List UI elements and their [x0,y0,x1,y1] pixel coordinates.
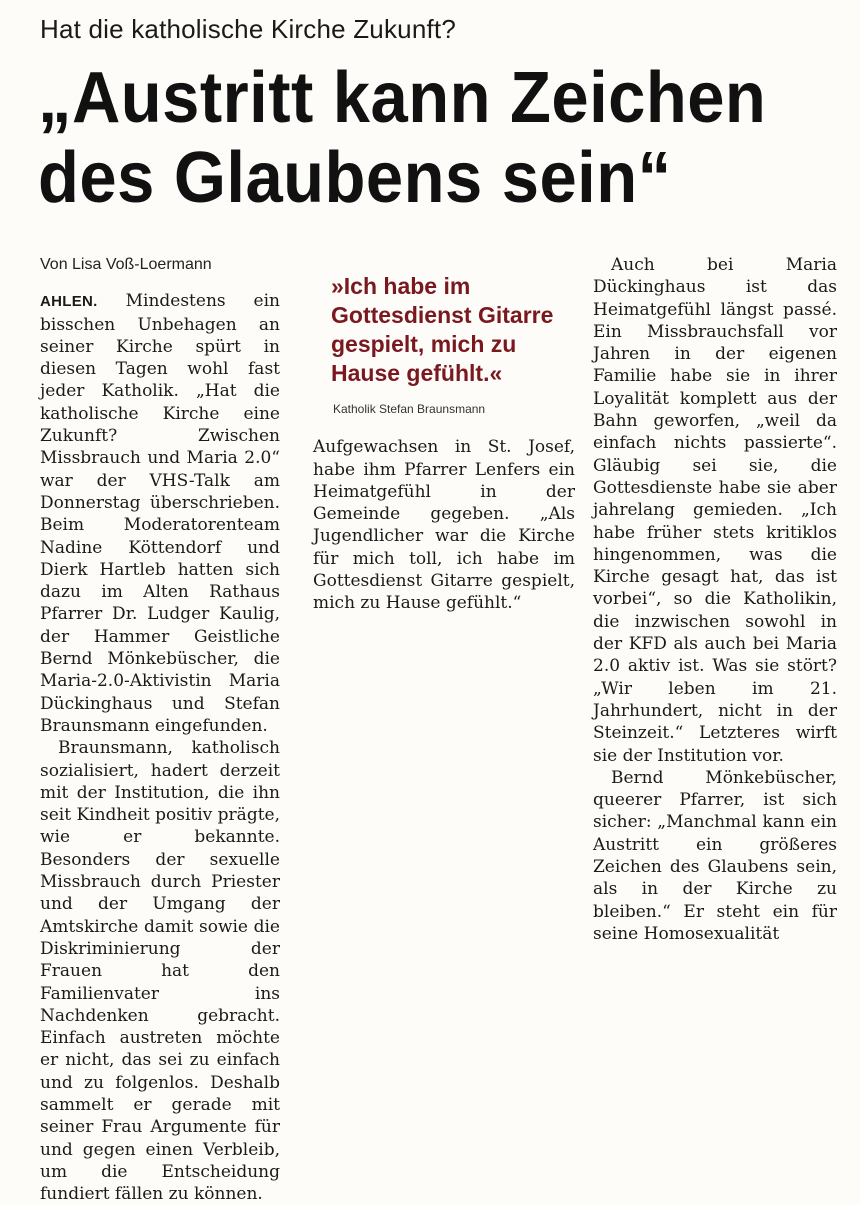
paragraph-5: Bernd Mönkebüscher, queerer Pfarrer, ist sich sicher: „Manchmal kann ein Austritt ein größeres Zeichen des Glaubens sein, als in der Kirche zu bleiben.“ Er steht ein für seine Homosexualität [593,767,837,944]
byline: Von Lisa Voß-Loermann [40,256,212,273]
paragraph-4: Auch bei Maria Dückinghaus ist das Heimatgefühl längst passé. Ein Missbrauchsfall vor Jahren in der eigenen Familie habe sie in ihrer Loyalität komplett aus der Bahn geworfen, „weil da einfach nichts passierte“. Gläubig sei sie, die Gottesdienste habe sie aber jahrelang gemieden. „Ich habe früher stets kritiklos hingenommen, was die Kirche gesagt hat, das ist vorbei“, so die Katholikin, die inzwischen sowohl in der KFD als auch bei Maria 2.0 aktiv ist. Was sie stört? „Wir leben im 21. Jahrhundert, nicht in der Steinzeit.“ Letzteres wirft sie der Institution vor. [593,255,837,766]
paragraph-2: Braunsmann, katholisch sozialisiert, hadert derzeit mit der Institution, die ihn seit Kindheit positiv prägte, wie er bekannte. Besonders der sexuelle Missbrauch durch Priester und der Umgang der Amtskirche damit sowie die Diskriminierung der Frauen hat den Familienvater ins Nachdenken gebracht. Einfach austreten möchte er nicht, das sei zu einfach und zu folgenlos. Deshalb sammelt er gerade mit seiner Frau Argumente für und gegen einen Verbleib, um die Entscheidung fundiert fällen zu können. [40,738,280,1205]
paragraph-3: Aufgewachsen in St. Josef, habe ihm Pfarrer Lenfers ein Heimatgefühl in der Gemeinde gegeben. „Als Jugendlicher war die Kirche für mich toll, ich habe im Gottesdienst Gitarre gespielt, mich zu Hause gefühlt.“ [313,437,575,614]
pull-quote-attribution: Katholik Stefan Braunsmann [333,402,486,416]
headline [38,58,782,218]
headline-line-2: des Glaubens sein“ [38,138,672,218]
column-3 [593,254,837,945]
paragraph-1 [40,290,280,737]
pull-quote-box [331,272,575,420]
column-1 [40,254,280,1205]
paragraph-1-text: Mindestens ein bisschen Unbehagen an seiner Kirche spürt in diesen Tagen wohl fast jeder Katholik. „Hat die katholische Kirche eine Zukunft? Zwischen Missbrauch und Maria 2.0“ war der VHS-Talk am Donnerstag überschrieben. Beim Moderatorenteam Nadine Köttendorf und Dierk Hartleb hatten sich dazu im Alten Rathaus Pfarrer Dr. Ludger Kaulig, der Hammer Geistliche Bernd Mönkebüscher, die Maria-2.0-Aktivistin Maria Dückinghaus und Stefan Braunsmann eingefunden. [40,291,281,736]
dateline: AHLEN. [40,293,98,311]
pull-quote: »Ich habe im Gottesdienst Gitarre gespielt, mich zu Hause gefühlt.« [331,273,554,386]
kicker: Hat die katholische Kirche Zukunft? [40,14,456,44]
column-2 [313,254,575,615]
headline-line-1: „Austritt kann Zeichen [38,58,767,138]
